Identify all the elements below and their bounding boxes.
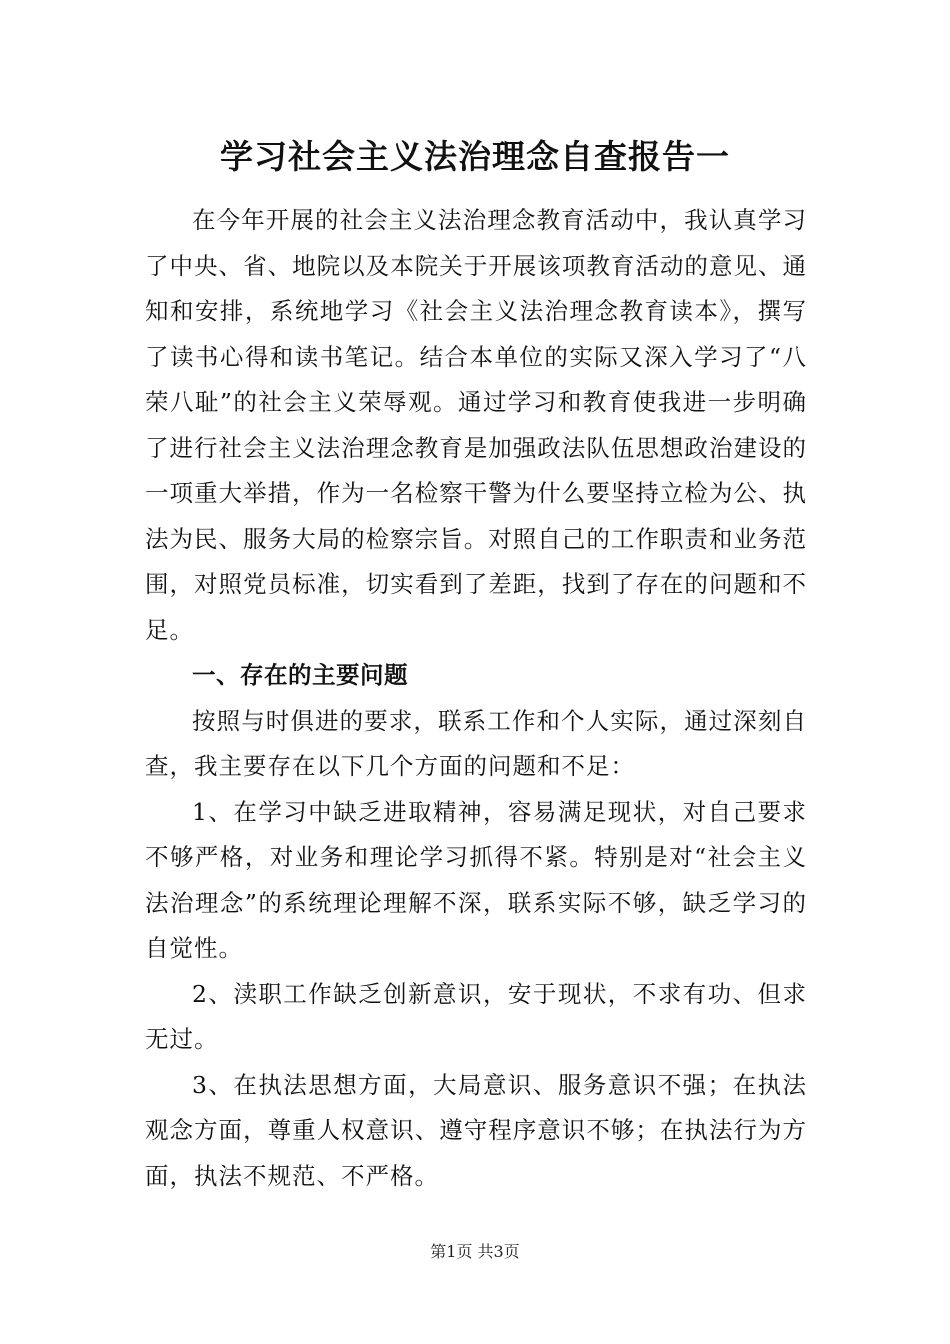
page-number-footer: 第1页 共3页 xyxy=(430,1242,520,1261)
document-body xyxy=(145,198,807,1199)
issue-paragraph-1: 1、在学习中缺乏进取精神，容易满足现状，对自己要求不够严格，对业务和理论学习抓得不紧。特别是对“社会主义法治理念”的系统理论理解不深，联系实际不够，缺乏学习的自觉性。 xyxy=(145,797,807,962)
section-heading: 一、存在的主要问题 xyxy=(192,661,408,689)
section-intro-paragraph: 按照与时俱进的要求，联系工作和个人实际，通过深刻自查，我主要存在以下几个方面的问题和不足： xyxy=(145,706,807,780)
issue-paragraph-3: 3、在执法思想方面，大局意识、服务意识不强；在执法观念方面，尊重人权意识、遵守程序意识不够；在执法行为方面，执法不规范、不严格。 xyxy=(145,1070,807,1190)
document-title: 学习社会主义法治理念自查报告一 xyxy=(220,137,730,176)
intro-paragraph: 在今年开展的社会主义法治理念教育活动中，我认真学习了中央、省、地院以及本院关于开展该项教育活动的意见、通知和安排，系统地学习《社会主义法治理念教育读本》，撰写了读书心得和读书笔记。结合本单位的实际又深入学习了“八荣八耻”的社会主义荣辱观。通过学习和教育使我进一步明确了进行社会主义法治理念教育是加强政法队伍思想政治建设的一项重大举措，作为一名检察干警为什么要坚持立检为公、执法为民、服务大局的检察宗旨。对照自己的工作职责和业务范围，对照党员标准，切实看到了差距，找到了存在的问题和不足。 xyxy=(145,206,807,644)
issue-paragraph-2: 2、渎职工作缺乏创新意识，安于现状，不求有功、但求无过。 xyxy=(145,979,807,1053)
